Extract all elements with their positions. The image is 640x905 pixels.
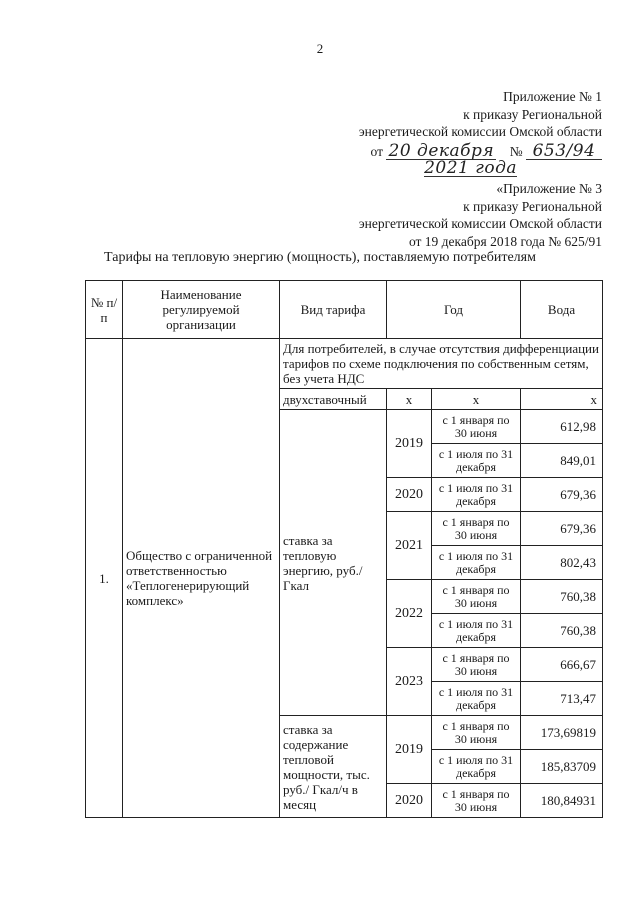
appendix3-line3: энергетической комиссии Омской области — [358, 216, 602, 231]
appendix1-line3: энергетической комиссии Омской области — [358, 124, 602, 139]
appendix-header — [359, 88, 602, 250]
value-cell: 185,83709 — [521, 750, 603, 784]
from-label: от — [370, 143, 383, 159]
x-cell: х — [432, 389, 521, 410]
organization-name: Общество с ограниченной ответственностью «Теплогенерирующий комплекс» — [123, 339, 280, 818]
col-header-tariff-type: Вид тарифа — [280, 281, 387, 339]
period-cell: с 1 января по 30 июня — [432, 716, 521, 750]
capacity-rate-label: ставка за содержание тепловой мощности, тыс. руб./ Гкал/ч в месяц — [280, 716, 387, 818]
handwritten-number: 653/94 — [526, 143, 602, 160]
tariffs-table — [85, 280, 603, 818]
period-cell: с 1 января по 30 июня — [432, 512, 521, 546]
period-cell: с 1 июля по 31 декабря — [432, 614, 521, 648]
appendix1-line2: к приказу Региональной — [463, 106, 602, 122]
value-cell: 802,43 — [521, 546, 603, 580]
period-cell: с 1 июля по 31 декабря — [432, 750, 521, 784]
period-cell: с 1 января по 30 июня — [432, 648, 521, 682]
appendix3-line2: к приказу Региональной — [463, 198, 602, 214]
year-cell: 2019 — [387, 716, 432, 784]
appendix3-line4: от 19 декабря 2018 года № 625/91 — [408, 233, 602, 249]
value-cell: 713,47 — [521, 682, 603, 716]
year-cell: 2020 — [387, 784, 432, 818]
handwritten-year: 2021 года — [424, 158, 517, 178]
two-part-label: двухставочный — [280, 389, 387, 410]
col-header-water: Вода — [521, 281, 603, 339]
period-cell: с 1 января по 30 июня — [432, 410, 521, 444]
appendix1-line1: Приложение № 1 — [503, 89, 602, 104]
value-cell: 612,98 — [521, 410, 603, 444]
handwritten-date: 20 декабря — [386, 143, 496, 160]
year-cell: 2021 — [387, 512, 432, 580]
year-cell: 2019 — [387, 410, 432, 478]
value-cell: 173,69819 — [521, 716, 603, 750]
period-cell: с 1 января по 30 июня — [432, 784, 521, 818]
value-cell: 760,38 — [521, 580, 603, 614]
value-cell: 679,36 — [521, 478, 603, 512]
year-cell: 2022 — [387, 580, 432, 648]
table-row — [86, 339, 603, 389]
value-cell: 760,38 — [521, 614, 603, 648]
x-cell: х — [521, 389, 603, 410]
col-header-org: Наименование регулируемой организации — [123, 281, 280, 339]
appendix3-line1: «Приложение № 3 — [496, 181, 602, 196]
header-row — [86, 281, 603, 339]
value-cell: 849,01 — [521, 444, 603, 478]
col-header-num: № п/п — [86, 281, 123, 339]
energy-rate-label: ставка за тепловую энергию, руб./Гкал — [280, 410, 387, 716]
period-cell: с 1 июля по 31 декабря — [432, 444, 521, 478]
row-number: 1. — [86, 339, 123, 818]
value-cell: 180,84931 — [521, 784, 603, 818]
period-cell: с 1 июля по 31 декабря — [432, 478, 521, 512]
year-cell: 2020 — [387, 478, 432, 512]
page-number: 2 — [316, 41, 324, 56]
table-title: Тарифы на тепловую энергию (мощность), поставляемую потребителям — [104, 250, 536, 265]
year-cell: 2023 — [387, 648, 432, 716]
period-cell: с 1 июля по 31 декабря — [432, 682, 521, 716]
number-label: № — [509, 143, 523, 159]
value-cell: 666,67 — [521, 648, 603, 682]
x-cell: х — [387, 389, 432, 410]
period-cell: с 1 января по 30 июня — [432, 580, 521, 614]
consumer-note: Для потребителей, в случае отсутствия дифференциации тарифов по схеме подключения по собственным сетям, без учета НДС — [280, 339, 603, 389]
value-cell: 679,36 — [521, 512, 603, 546]
period-cell: с 1 июля по 31 декабря — [432, 546, 521, 580]
col-header-year: Год — [387, 281, 521, 339]
